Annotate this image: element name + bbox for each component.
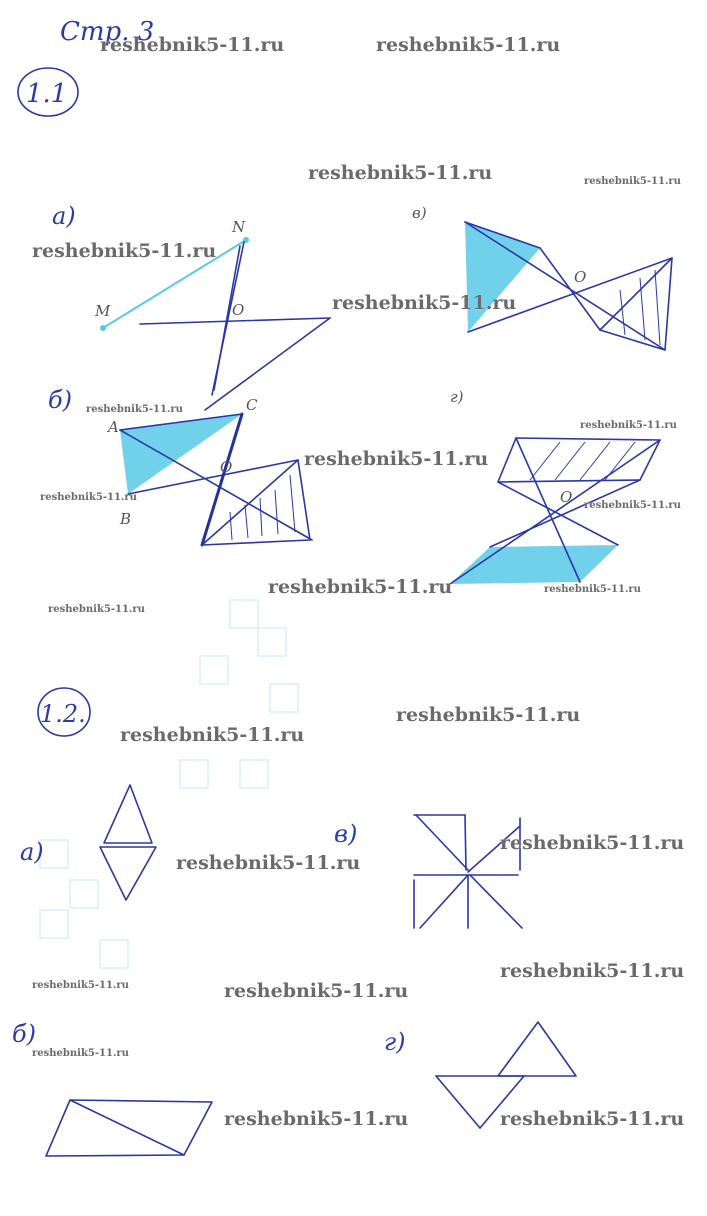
figure-1-1-b bbox=[106, 396, 312, 545]
watermark: reshebnik5-11.ru bbox=[224, 1108, 409, 1130]
watermark: reshebnik5-11.ru bbox=[580, 420, 677, 431]
watermark: reshebnik5-11.ru bbox=[500, 960, 685, 982]
watermark: reshebnik5-11.ru bbox=[32, 240, 217, 262]
figure-1-1-v bbox=[465, 222, 672, 350]
watermark: reshebnik5-11.ru bbox=[304, 448, 489, 470]
watermark: reshebnik5-11.ru bbox=[308, 162, 493, 184]
watermark: reshebnik5-11.ru bbox=[584, 500, 681, 511]
label-O-g: O bbox=[560, 488, 573, 506]
part-label-g: г) bbox=[450, 388, 464, 406]
watermark: reshebnik5-11.ru bbox=[332, 292, 517, 314]
watermark: reshebnik5-11.ru bbox=[500, 1108, 685, 1130]
figure-1-2-a bbox=[100, 785, 156, 900]
label-O-v: O bbox=[574, 268, 587, 286]
watermark: reshebnik5-11.ru bbox=[584, 176, 681, 187]
watermark: reshebnik5-11.ru bbox=[500, 832, 685, 854]
label-N: N bbox=[232, 218, 246, 236]
svg-text:1.2.: 1.2. bbox=[40, 700, 86, 728]
section-number-1-2 bbox=[38, 688, 90, 736]
watermark: reshebnik5-11.ru bbox=[544, 584, 641, 595]
part-label-b: б) bbox=[48, 386, 73, 414]
watermark: reshebnik5-11.ru bbox=[120, 724, 305, 746]
watermark: reshebnik5-11.ru bbox=[376, 34, 561, 56]
label-O-b: O bbox=[220, 458, 233, 476]
page-note: Стр. 3 bbox=[60, 17, 155, 47]
watermark: reshebnik5-11.ru bbox=[40, 492, 137, 503]
svg-text:1.1: 1.1 bbox=[26, 79, 68, 109]
part-label-2-a: а) bbox=[20, 838, 44, 866]
label-B: B bbox=[120, 510, 132, 528]
label-C: C bbox=[246, 396, 258, 414]
figure-1-2-b bbox=[46, 1100, 212, 1156]
watermark: reshebnik5-11.ru bbox=[86, 404, 183, 415]
label-A: A bbox=[108, 418, 119, 436]
part-label-a: а) bbox=[52, 202, 76, 230]
background-grid bbox=[40, 600, 298, 968]
watermark: reshebnik5-11.ru bbox=[48, 604, 145, 615]
watermark: reshebnik5-11.ru bbox=[32, 980, 129, 991]
section-number-1-1 bbox=[18, 68, 78, 116]
part-label-2-b: б) bbox=[12, 1020, 37, 1048]
watermark: reshebnik5-11.ru bbox=[176, 852, 361, 874]
watermark: reshebnik5-11.ru bbox=[32, 1048, 129, 1059]
label-M: M bbox=[95, 302, 111, 320]
watermark: reshebnik5-11.ru bbox=[396, 704, 581, 726]
part-label-v: в) bbox=[412, 204, 427, 222]
watermark: reshebnik5-11.ru bbox=[224, 980, 409, 1002]
watermark: reshebnik5-11.ru bbox=[268, 576, 453, 598]
part-label-2-v: в) bbox=[334, 820, 358, 848]
label-O-a: O bbox=[232, 301, 245, 319]
part-label-2-g: г) bbox=[384, 1028, 406, 1056]
watermark: reshebnik5-11.ru bbox=[100, 34, 285, 56]
